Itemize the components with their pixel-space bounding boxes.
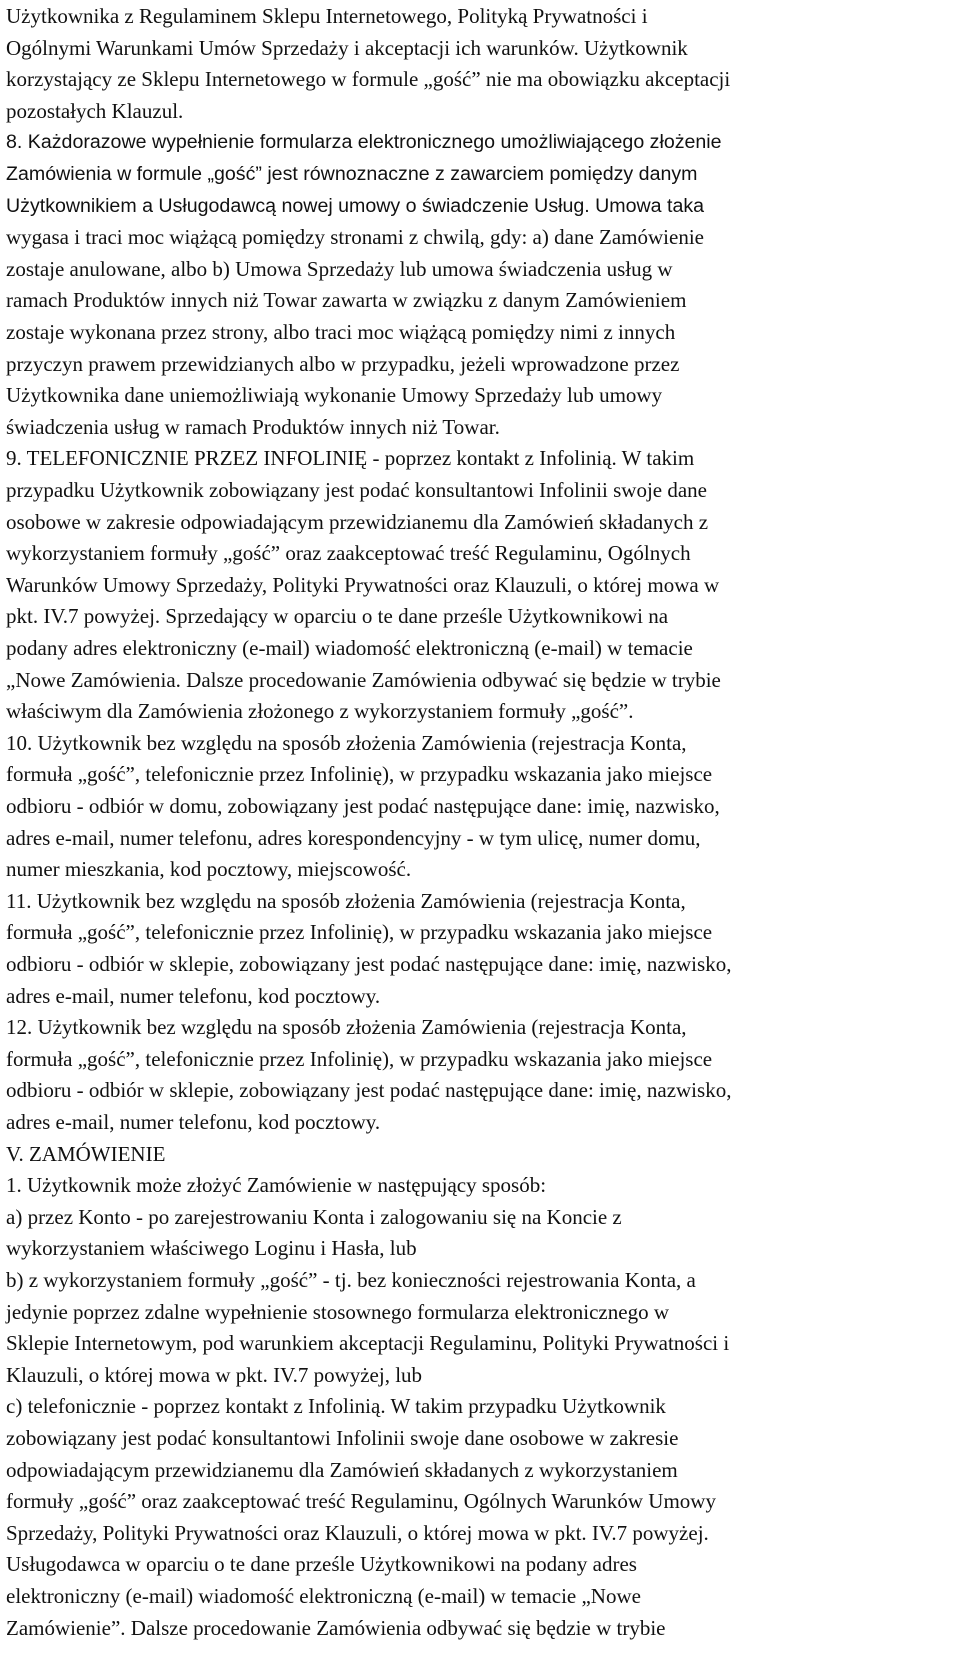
document-line: podany adres elektroniczny (e-mail) wiadomość elektroniczną (e-mail) w temacie [6,636,693,660]
document-line: Użytkownika dane uniemożliwiają wykonanie Umowy Sprzedaży lub umowy [6,383,663,408]
document-line: b) z wykorzystaniem formuły „gość” - tj. bez konieczności rejestrowania Konta, a [6,1268,696,1292]
document-line: Sprzedaży, Polityki Prywatności oraz Klauzuli, o której mowa w pkt. IV.7 powyżej. [6,1520,709,1545]
document-line: adres e-mail, numer telefonu, adres korespondencyjny - w tym ulicę, numer domu, [6,825,701,850]
document-line: 10. Użytkownik bez względu na sposób złożenia Zamówienia (rejestracja Konta, [6,730,687,755]
document-line: Sklepie Internetowym, pod warunkiem akceptacji Regulaminu, Polityki Prywatności i [6,1331,730,1356]
document-line: 11. Użytkownik bez względu na sposób złożenia Zamówienia (rejestracja Konta, [6,888,686,913]
document-line: Użytkownika z Regulaminem Sklepu Internetowego, Polityką Prywatności i [6,4,648,28]
document-line: przyczyn prawem przewidzianych albo w przypadku, jeżeli wprowadzone przez [6,351,680,376]
document-line: V. ZAMÓWIENIE [6,1141,166,1166]
document-line: Warunków Umowy Sprzedaży, Polityki Prywatności oraz Klauzuli, o której mowa w [6,572,720,597]
document-line: zostaje anulowane, albo b) Umowa Sprzedaży lub umowa świadczenia usług w [6,256,673,281]
document-line: adres e-mail, numer telefonu, kod pocztowy. [6,1110,381,1134]
document-line: Klauzuli, o której mowa w pkt. IV.7 powyżej, lub [6,1362,423,1387]
document-line: elektroniczny (e-mail) wiadomość elektroniczną (e-mail) w temacie „Nowe [6,1584,641,1608]
document-line: formuła „gość”, telefonicznie przez Infolinię), w przypadku wskazania jako miejsce [6,920,713,945]
document-line: formuła „gość”, telefonicznie przez Infolinię), w przypadku wskazania jako miejsce [6,1046,713,1071]
document-line: pozostałych Klauzul. [6,98,184,123]
document-line: Użytkownikiem a Usługodawcą nowej umowy o świadczenie Usług. Umowa taka [6,194,705,217]
document-line: odbioru - odbiór w sklepie, zobowiązany jest podać następujące dane: imię, nazwisko, [6,952,732,976]
document-line: właściwym dla Zamówienia złożonego z wykorzystaniem formuły „gość”. [6,699,634,724]
document-line: a) przez Konto - po zarejestrowaniu Konta i zalogowaniu się na Koncie z [6,1204,622,1229]
document-line: osobowe w zakresie odpowiadającym przewidzianemu dla Zamówień składanych z [6,509,709,534]
document-line: wykorzystaniem formuły „gość” oraz zaakceptować treść Regulaminu, Ogólnych [6,541,691,566]
document-line: Ogólnymi Warunkami Umów Sprzedaży i akceptacji ich warunków. Użytkownik [6,35,688,60]
document-line: formuła „gość”, telefonicznie przez Infolinię), w przypadku wskazania jako miejsce [6,762,713,787]
document-line: ramach Produktów innych niż Towar zawarta w związku z danym Zamówieniem [6,288,687,313]
document-line: przypadku Użytkownik zobowiązany jest podać konsultantowi Infolinii swoje dane [6,478,707,502]
document-line: adres e-mail, numer telefonu, kod pocztowy. [6,983,381,1008]
document-line: korzystający ze Sklepu Internetowego w formule „gość” nie ma obowiązku akceptacji [6,67,731,92]
document-line: jedynie poprzez zdalne wypełnienie stosownego formularza elektronicznego w [6,1299,669,1324]
document-line: 9. TELEFONICZNIE PRZEZ INFOLINIĘ - poprzez kontakt z Infolinią. W takim [6,446,695,471]
document-line: 8. Każdorazowe wypełnienie formularza elektronicznego umożliwiającego złożenie [6,131,722,154]
document-line: zostaje wykonana przez strony, albo traci moc wiążącą pomiędzy nimi z innych [6,320,676,344]
document-line: wykorzystaniem właściwego Loginu i Hasła, lub [6,1236,417,1261]
document-line: Zamówienia w formule „gość” jest równoznaczne z zawarciem pomiędzy danym [6,163,698,185]
document-line: Usługodawca w oparciu o te dane prześle Użytkownikowi na podany adres [6,1552,637,1577]
document-line: wygasa i traci moc wiążącą pomiędzy stronami z chwilą, gdy: a) dane Zamówienie [6,225,704,250]
document-line: świadczenia usług w ramach Produktów innych niż Towar. [6,414,500,439]
document-line: odbioru - odbiór w domu, zobowiązany jest podać następujące dane: imię, nazwisko, [6,794,720,818]
document-line: numer mieszkania, kod pocztowy, miejscowość. [6,857,412,882]
document-line: Zamówienie”. Dalsze procedowanie Zamówienia odbywać się będzie w trybie [6,1615,666,1640]
document-line: zobowiązany jest podać konsultantowi Infolinii swoje dane osobowe w zakresie [6,1426,679,1450]
document-line: 12. Użytkownik bez względu na sposób złożenia Zamówienia (rejestracja Konta, [6,1015,687,1040]
document-line: odpowiadającym przewidzianemu dla Zamówień składanych z wykorzystaniem [6,1457,678,1482]
document-line: c) telefonicznie - poprzez kontakt z Infolinią. W takim przypadku Użytkownik [6,1394,666,1419]
document-line: pkt. IV.7 powyżej. Sprzedający w oparciu o te dane prześle Użytkownikowi na [6,604,669,629]
document-line: 1. Użytkownik może złożyć Zamówienie w następujący sposób: [6,1173,547,1198]
document-line: „Nowe Zamówienia. Dalsze procedowanie Zamówienia odbywać się będzie w trybie [6,667,721,692]
document-line: odbioru - odbiór w sklepie, zobowiązany jest podać następujące dane: imię, nazwisko, [6,1078,732,1103]
document-line: formuły „gość” oraz zaakceptować treść Regulaminu, Ogólnych Warunków Umowy [6,1489,716,1514]
